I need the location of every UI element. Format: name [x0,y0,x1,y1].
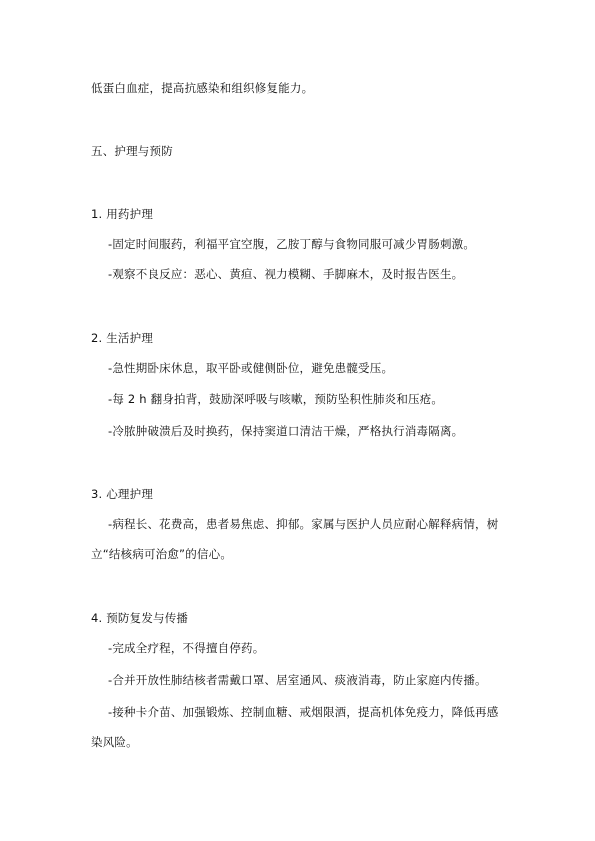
section-heading: 五、护理与预防 [91,144,173,158]
subsection-title-psychological-care: 3. 心理护理 [91,487,154,501]
subsection-title-prevention: 4. 预防复发与传播 [91,611,189,625]
prevention-item-2: -合并开放性肺结核者需戴口罩、居室通风、痰液消毒，防止家庭内传播。 [108,673,487,687]
subsection-title-medication: 1. 用药护理 [91,207,154,221]
paragraph-continuation: 低蛋白血症，提高抗感染和组织修复能力。 [91,81,314,95]
prevention-item-3-continued: 染风险。 [91,735,138,749]
medication-item-1: -固定时间服药，利福平宜空腹，乙胺丁醇与食物同服可减少胃肠刺激。 [108,237,476,251]
prevention-item-3: -接种卡介苗、加强锻炼、控制血糖、戒烟限酒，提高机体免疫力，降低再感 [108,705,499,719]
daily-care-item-1: -急性期卧床休息，取平卧或健侧卧位，避免患髋受压。 [108,361,394,375]
medication-item-2: -观察不良反应：恶心、黄疸、视力模糊、手脚麻木，及时报告医生。 [108,267,464,281]
prevention-item-1: -完成全疗程，不得擅自停药。 [108,641,265,655]
psychological-care-item-1-continued: 立“结核病可治愈”的信心。 [91,547,233,561]
subsection-title-daily-care: 2. 生活护理 [91,331,154,345]
daily-care-item-3: -冷脓肿破溃后及时换药，保持窦道口清洁干燥，严格执行消毒隔离。 [108,424,464,438]
daily-care-item-2: -每 2 h 翻身拍背，鼓励深呼吸与咳嗽，预防坠积性肺炎和压疮。 [108,392,444,406]
psychological-care-item-1: -病程长、花费高，患者易焦虑、抑郁。家属与医护人员应耐心解释病情，树 [108,517,499,531]
